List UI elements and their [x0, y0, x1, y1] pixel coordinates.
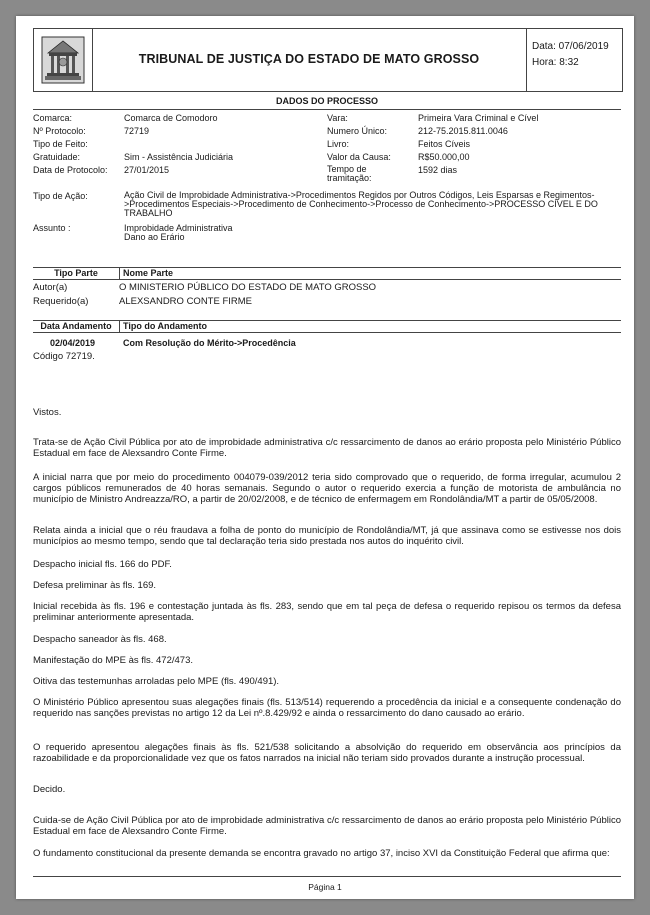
vara-value: Primeira Vara Criminal e Cível	[418, 113, 539, 123]
timestamp-box	[526, 29, 622, 91]
assunto-label: Assunto :	[33, 223, 71, 233]
paragraph: O fundamento constitucional da presente demanda se encontra gravado no artigo 37, inciso XVI da Constituição Federal que afirma que:	[33, 848, 610, 859]
comarca-label: Comarca:	[33, 113, 73, 123]
numero-unico-label: Numero Único:	[327, 126, 388, 136]
assunto-line-2: Dano ao Erário	[124, 232, 185, 242]
data-andamento-header: Data Andamento	[33, 321, 120, 332]
andamento-codigo: Código 72719.	[33, 351, 95, 362]
livro-label: Livro:	[327, 139, 350, 149]
party-type: Requerido(a)	[33, 296, 89, 307]
tipo-parte-header: Tipo Parte	[33, 268, 120, 279]
document-page	[16, 16, 634, 899]
tipo-acao-value: Ação Civil de Improbidade Administrativa->Procedimentos Regidos por Outros Códigos, Leis Esparsas e Regimentos->Procedimentos Especiais->Procedimento de Conhecimento->Processo de Conhecimento->PROCESSO CÍVEL E DO TRABALHO	[124, 190, 598, 218]
valor-causa-value: R$50.000,00	[418, 152, 470, 162]
gratuidade-label: Gratuidade:	[33, 152, 81, 162]
court-title: TRIBUNAL DE JUSTIÇA DO ESTADO DE MATO GROSSO	[138, 52, 480, 67]
party-type: Autor(a)	[33, 282, 68, 293]
paragraph: Despacho saneador às fls. 468.	[33, 634, 167, 645]
footer-divider	[33, 876, 621, 877]
court-seal-icon	[40, 35, 86, 85]
paragraph: Vistos.	[33, 407, 62, 418]
andamento-date: 02/04/2019	[50, 338, 96, 348]
livro-value: Feitos Cíveis	[418, 139, 471, 149]
paragraph: Manifestação do MPE às fls. 472/473.	[33, 655, 194, 666]
protocolo-label: Nº Protocolo:	[33, 126, 86, 136]
data-protocolo-label: Data de Protocolo:	[33, 165, 108, 175]
assunto-line-1: Improbidade Administrativa	[124, 223, 233, 233]
page-number: Página 1	[308, 882, 342, 892]
valor-causa-label: Valor da Causa:	[327, 152, 391, 162]
paragraph: Trata-se de Ação Civil Pública por ato de improbidade administrativa c/c ressarcimento de danos ao erário proposta pelo Ministério Público Estadual em face de Alexsandro Conte Firme.	[33, 437, 621, 459]
paragraph: Oitiva das testemunhas arroladas pelo MPE (fls. 490/491).	[33, 676, 280, 687]
party-row-requerido	[33, 296, 253, 308]
andamento-table-header	[33, 320, 621, 333]
andamento-type: Com Resolução do Mérito->Procedência	[123, 338, 296, 348]
protocolo-value: 72719	[124, 126, 150, 136]
nome-parte-header: Nome Parte	[123, 268, 174, 278]
court-logo	[34, 29, 93, 91]
paragraph: Inicial recebida às fls. 196 e contestação juntada às fls. 283, sendo que em tal peça de defesa o requerido repisou os termos da defesa preliminar anteriormente apresentada.	[33, 601, 621, 623]
paragraph: O requerido apresentou alegações finais às fls. 521/538 solicitando a absolvição do requerido em observância aos princípios da razoabilidade e da proporcionalidade vez que os fatos narrados na inicial não teriam sido provados durante a instrução processual.	[33, 742, 621, 764]
paragraph: O Ministério Público apresentou suas alegações finais (fls. 513/514) requerendo a procedência da inicial e a consequente condenação do requerido nas sanções previstas no artigo 12 da Lei nº.8.429/92 e ainda o ressarcimento do dano causado ao erário.	[33, 697, 621, 719]
party-name: ALEXSANDRO CONTE FIRME	[119, 296, 253, 307]
numero-unico-value: 212-75.2015.811.0046	[418, 126, 508, 136]
gratuidade-value: Sim - Assistência Judiciária	[124, 152, 234, 162]
party-name: O MINISTERIO PÚBLICO DO ESTADO DE MATO GROSSO	[119, 282, 377, 293]
vara-label: Vara:	[327, 113, 348, 123]
parties-table-header	[33, 267, 621, 280]
party-row-autor	[33, 282, 377, 294]
section-title: DADOS DO PROCESSO	[33, 96, 621, 110]
paragraph: Relata ainda a inicial que o réu fraudava a folha de ponto do município de Rondolândia/MT, já que assinava como se estivesse nos dois municípios ao mesmo tempo, sendo que tal declaração teria sido prestada nos autos do inquérito civil.	[33, 525, 621, 547]
paragraph: Cuida-se de Ação Civil Pública por ato de improbidade administrativa c/c ressarcimento de danos ao erário proposta pelo Ministério Público Estadual em face de Alexsandro Conte Firme.	[33, 815, 621, 837]
print-date: Data: 07/06/2019	[532, 41, 609, 52]
tipo-acao-label: Tipo de Ação:	[33, 191, 88, 201]
paragraph: A inicial narra que por meio do procedimento 004079-039/2012 teria sido comprovado que o requerido, de forma irregular, acumulou 2 cargos públicos remunerados de 40 horas semanais. Segundo o autor o requerido exercia a função de motorista de ambulância no município de Ministro Andreazza/RO, a partir de 20/02/2008, e de técnico de enfermagem em Rondolândia/MT a partir de 05/05/2008.	[33, 472, 621, 505]
paragraph: Decido.	[33, 784, 66, 795]
tipo-feito-label: Tipo de Feito:	[33, 139, 88, 149]
tempo-tramitacao-label: Tempo de tramitação:	[327, 164, 372, 183]
document-header	[33, 28, 623, 92]
paragraph: Despacho inicial fls. 166 do PDF.	[33, 559, 172, 570]
tempo-tramitacao-value: 1592 dias	[418, 165, 458, 175]
paragraph: Defesa preliminar às fls. 169.	[33, 580, 157, 591]
comarca-value: Comarca de Comodoro	[124, 113, 218, 123]
data-protocolo-value: 27/01/2015	[124, 165, 170, 175]
tipo-andamento-header: Tipo do Andamento	[123, 321, 207, 331]
print-time: Hora: 8:32	[532, 57, 579, 68]
